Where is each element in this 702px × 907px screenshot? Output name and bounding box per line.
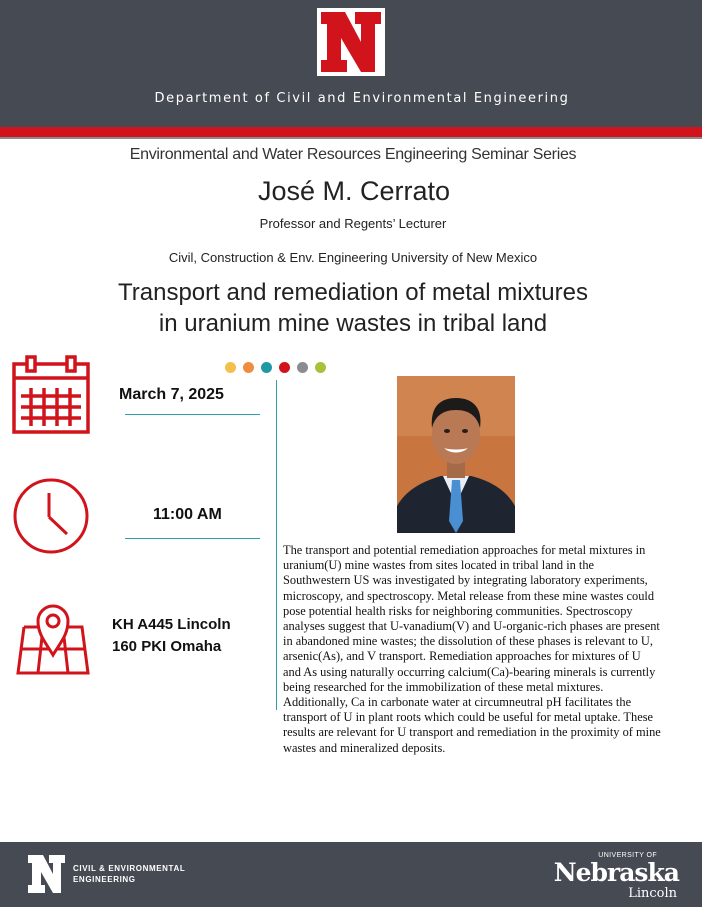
- unl-university-of: UNIVERSITY OF: [598, 852, 657, 859]
- speaker-role: Professor and Regents’ Lecturer: [259, 216, 447, 231]
- dot-grey: [297, 362, 308, 373]
- time-underline: [125, 538, 260, 539]
- dot-orange: [243, 362, 254, 373]
- event-time: 11:00 AM: [153, 506, 222, 523]
- decorative-dots: [225, 362, 326, 374]
- talk-title-line-2: in uranium mine wastes in tribal land: [158, 310, 548, 337]
- talk-title-line-1: Transport and remediation of metal mixtures: [118, 279, 588, 306]
- clock-icon: [11, 477, 91, 555]
- abstract-text: The transport and potential remediation approaches for metal mixtures in uranium(U) mine wastes from sites located in tribal land in the Southwestern US was investigated by integrating laboratory experiments, microscopy, and spectroscopy. Metal release from these mine wastes could pose potential health risks for neighboring communities. Spectroscopy analyses suggest that U-vanadium(V) and U-organic-rich phases are present in abandoned mine wastes; the dissolution of these phases is relevant to U, arsenic(As), and V transport. Remediation approaches for mixtures of U and As using naturally occurring calcium(Ca)-bearing minerals is currently being researched for the immobilization of these metal mixtures. Additionally, Ca in carbonate water at circumneutral pH facilitates the transport of U in plant roots which could be useful for metal uptake. These results are relevant for U transport and remediation in the proximity of mine wastes and mineralized deposits.: [283, 543, 661, 755]
- date-underline: [125, 414, 260, 415]
- unl-nebraska: Nebraska: [553, 858, 679, 887]
- calendar-icon: [11, 354, 91, 436]
- grey-divider: [0, 137, 702, 139]
- vertical-divider: [276, 380, 277, 710]
- red-divider: [0, 127, 702, 137]
- footer-dept-line-2: ENGINEERING: [73, 875, 136, 884]
- unl-wordmark: [553, 852, 683, 901]
- unl-lincoln: Lincoln: [628, 886, 677, 901]
- speaker-photo: [397, 376, 515, 533]
- footer-department: [73, 863, 185, 885]
- event-date: March 7, 2025: [119, 386, 224, 403]
- talk-title: [0, 277, 702, 339]
- nebraska-n-logo: [317, 8, 385, 76]
- map-pin-icon: [16, 597, 90, 677]
- location-omaha: 160 PKI Omaha: [112, 638, 222, 655]
- speaker-name: José M. Cerrato: [257, 176, 451, 206]
- seminar-series: Environmental and Water Resources Engineering Seminar Series: [129, 146, 577, 163]
- location-lincoln: KH A445 Lincoln: [112, 616, 231, 633]
- dot-teal: [261, 362, 272, 373]
- dot-green: [315, 362, 326, 373]
- event-location: [112, 614, 231, 658]
- dot-yellow: [225, 362, 236, 373]
- footer-dept-line-1: CIVIL & ENVIRONMENTAL: [73, 864, 186, 873]
- footer-n-logo: [26, 853, 67, 895]
- speaker-affiliation: Civil, Construction & Env. Engineering University of New Mexico: [168, 250, 538, 265]
- department-name: Department of Civil and Environmental Engineering: [154, 91, 570, 106]
- dot-red: [279, 362, 290, 373]
